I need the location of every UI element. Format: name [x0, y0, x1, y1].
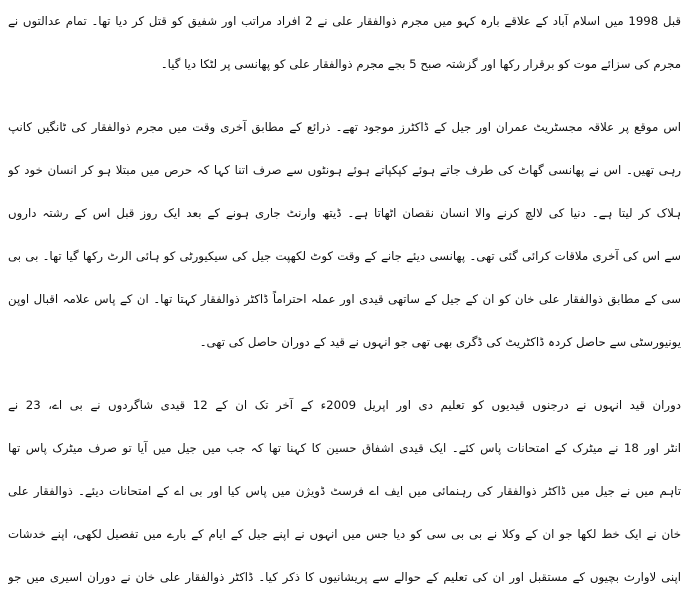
text-line: یونیورسٹی سے حاصل کردہ ڈاکٹریٹ کی ڈگری بھی تھی جو انہوں نے قید کے دوران حاصل کی تھی۔: [199, 335, 681, 349]
text-line: رہی تھیں۔ اس نے پھانسی گھاٹ کی طرف جاتے ہوئے کپکپاتے ہوئے ہونٹوں سے صرف اتنا کہا کہ حرص میں مبتلا ہو کر انسان خود کو: [8, 163, 681, 177]
paragraph-2: [8, 106, 681, 364]
text-line: سے اس کی آخری ملاقات کرائی گئی تھی۔ پھانسی دیئے جانے کے وقت کوٹ لکھپت جیل کی سیکیورٹی کو ہائی الرٹ رکھا گیا تھا۔ بی بی: [8, 249, 681, 263]
text-line: دوران قید انہوں نے درجنوں قیدیوں کو تعلیم دی اور اپریل 2009ء کے آخر تک ان کے 12 قیدی شاگردوں نے بی اے، 23 نے: [8, 398, 681, 412]
paragraph-3: [8, 384, 681, 599]
text-line: اس موقع پر علاقہ مجسٹریٹ عمران اور جیل کے ڈاکٹرز موجود تھے۔ ذرائع کے مطابق آخری وقت میں مجرم ذوالفقار کی ٹانگیں کانپ: [8, 120, 681, 134]
text-line: قبل 1998 میں اسلام آباد کے علاقے بارہ کہو میں مجرم ذوالفقار علی نے 2 افراد مراتب اور شفیق کو قتل کر دیا تھا۔ تمام عدالتوں نے: [8, 14, 681, 28]
text-line: تاہم میں نے جیل میں ڈاکٹر ذوالفقار کی رہنمائی میں ایف اے فرسٹ ڈویژن میں پاس کیا اور بی اے کے امتحانات دیئے۔ ذوالفقار علی: [8, 484, 681, 498]
text-line: انٹر اور 18 نے میٹرک کے امتحانات پاس کئے۔ ایک قیدی اشفاق حسین کا کہنا تھا کہ جب میں جیل میں آیا تو صرف میٹرک پاس تھا: [8, 441, 681, 455]
text-line: خان نے ایک خط لکھا جو ان کے وکلا نے بی بی سی کو دیا جس میں انہوں نے اپنے جیل کے ایام کے بارے میں تفصیل لکھی، اپنے خدشات: [8, 527, 681, 541]
text-line: سی کے مطابق ذوالفقار علی خان کو ان کے جیل کے ساتھی قیدی اور عملہ احتراماً ڈاکٹر ذوالفقار کہتا تھا۔ ان کے پاس علامہ اقبال اوپن: [8, 292, 681, 306]
text-line: ہلاک کر لیتا ہے۔ دنیا کی لالچ کرنے والا انسان نقصان اٹھاتا ہے۔ ڈیتھ وارنٹ جاری ہونے کے بعد ایک روز قبل اس کے رشتہ داروں: [8, 206, 681, 220]
paragraph-1: [8, 0, 681, 86]
text-line: مجرم کی سزائے موت کو برقرار رکھا اور گزشتہ صبح 5 بجے مجرم ذوالفقار علی کو پھانسی پر لٹکا دیا گیا۔: [160, 57, 681, 71]
text-line: اپنی لاوارث بچیوں کے مستقبل اور ان کی تعلیم کے حوالے سے پریشانیوں کا ذکر کیا۔ ڈاکٹر ذوالفقار علی خان نے دوران اسیری میں جو: [8, 570, 681, 584]
